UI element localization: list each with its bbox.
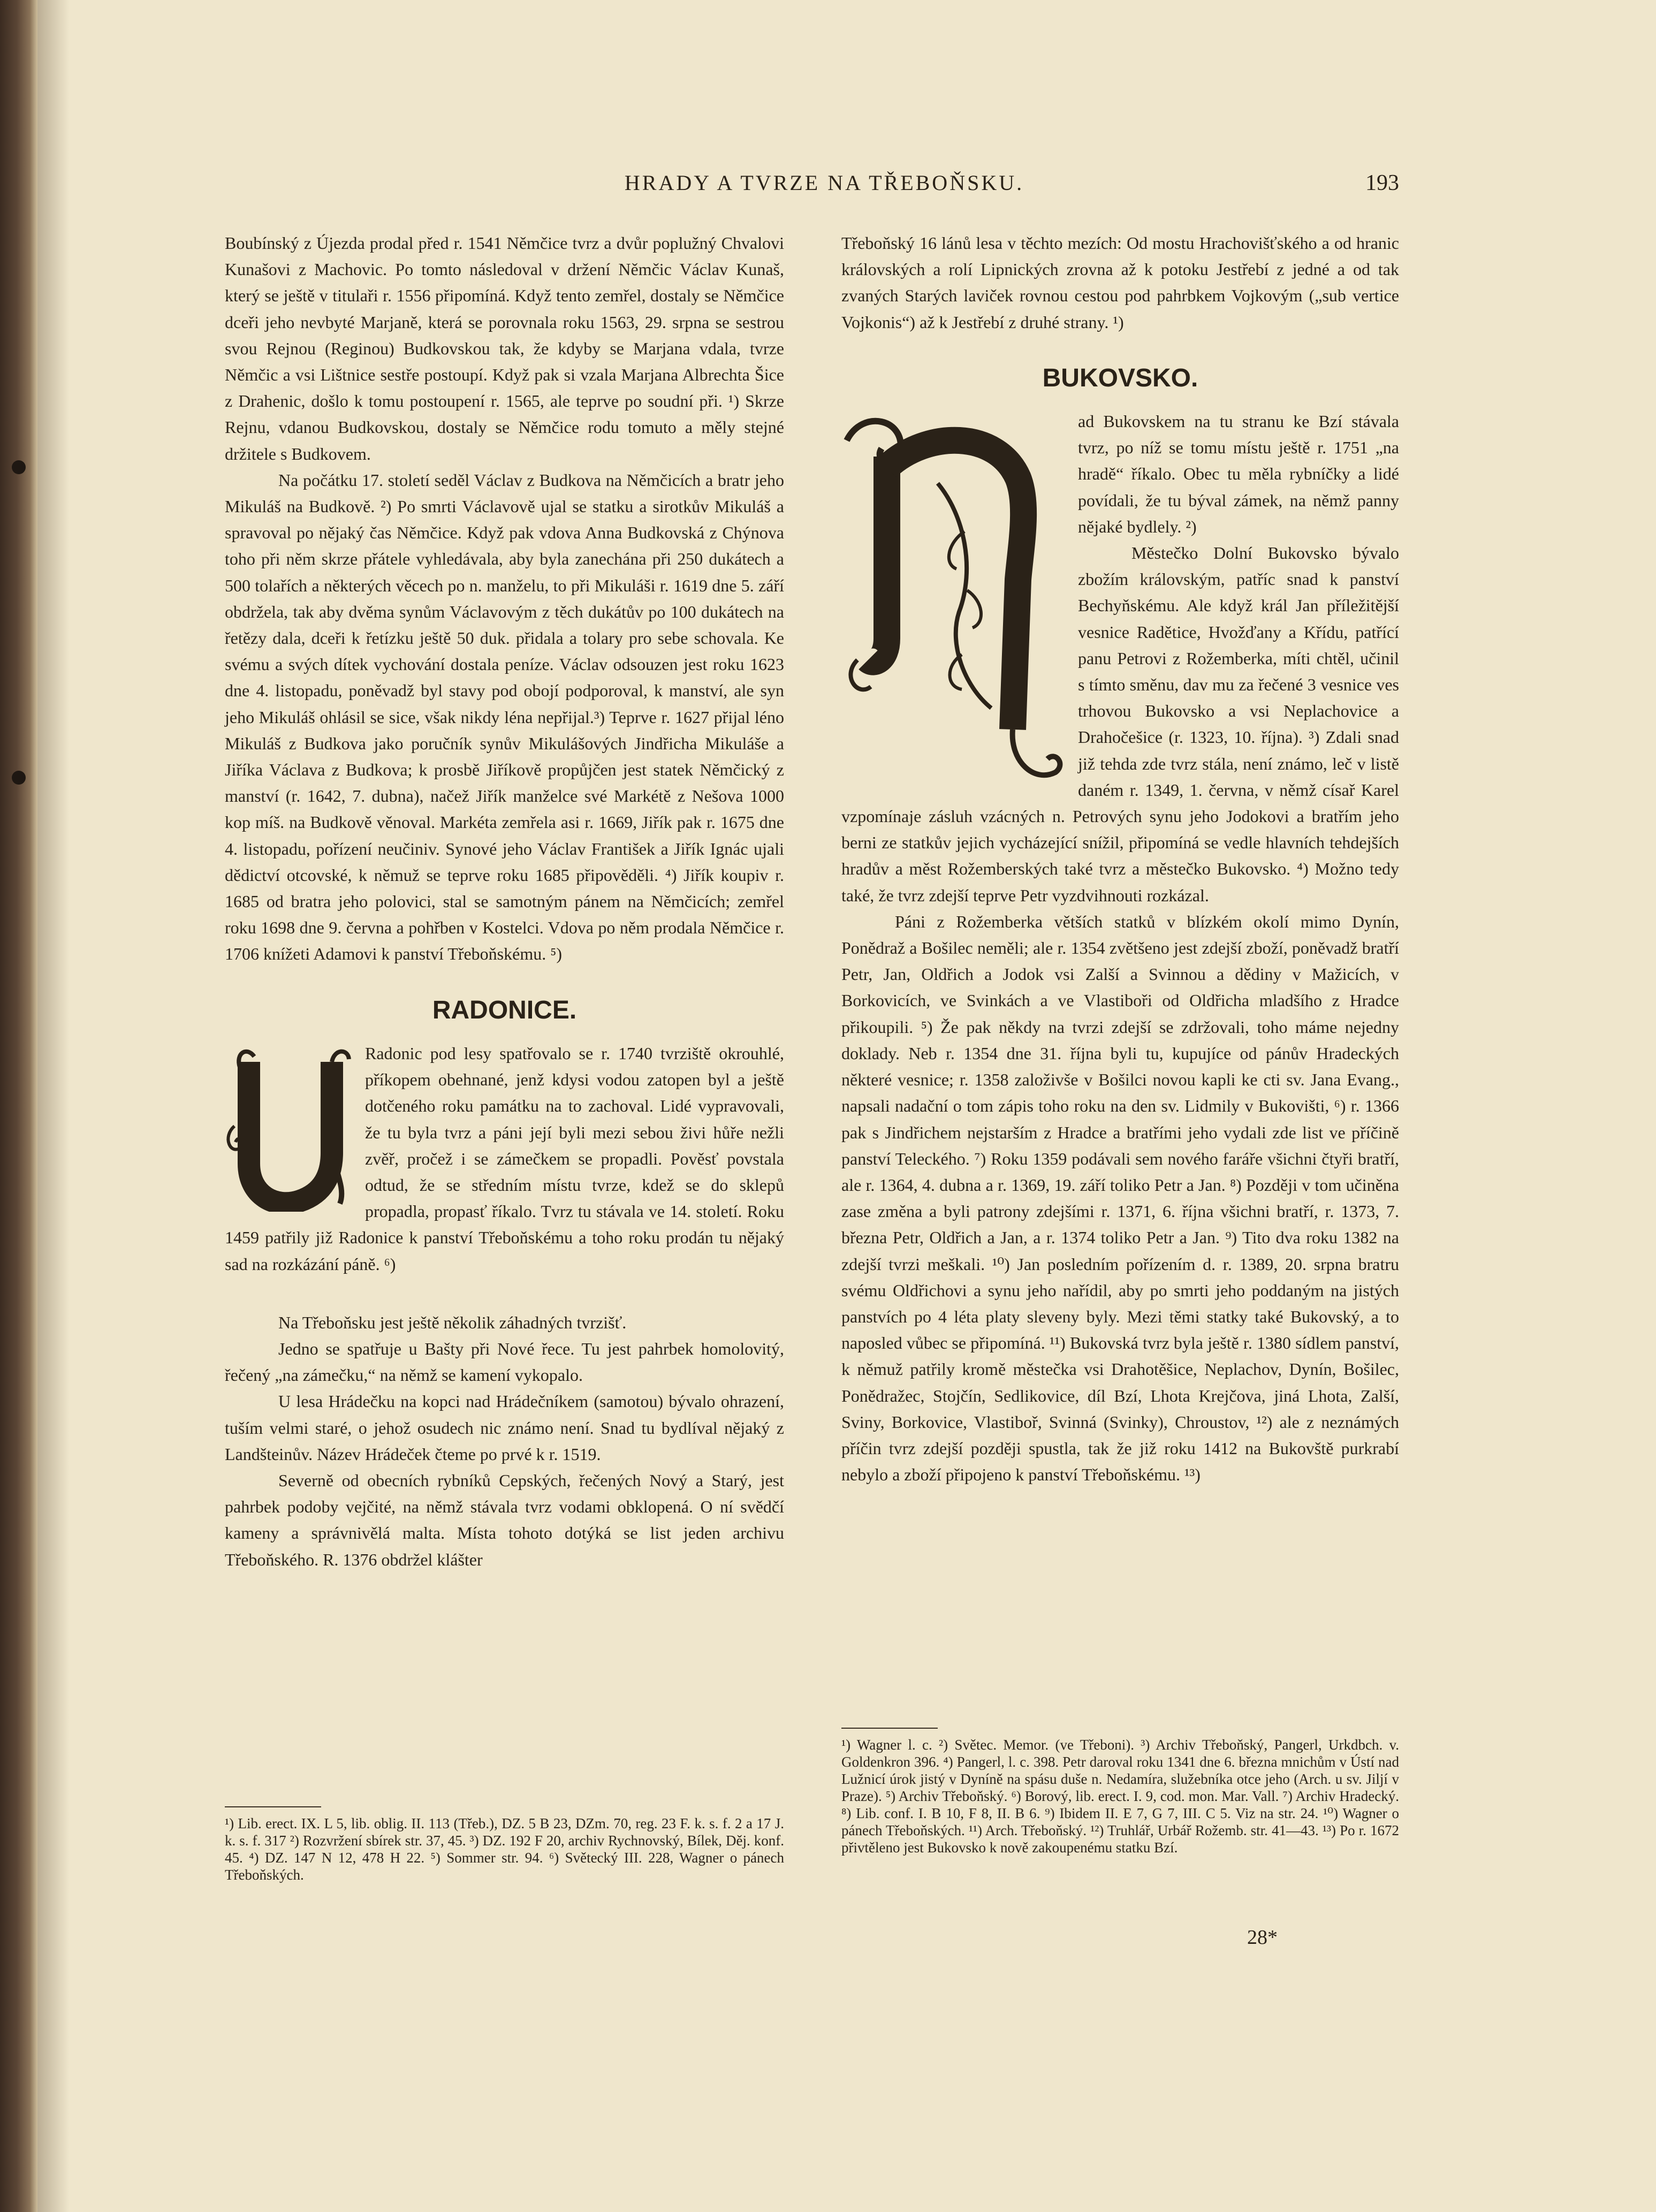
left-column bbox=[225, 230, 784, 1573]
book-gutter bbox=[0, 0, 37, 2212]
gutter-shadow bbox=[37, 0, 70, 2212]
paragraph: Městečko Dolní Bukovsko bývalo zbožím královským, patříc snad k panství Bechyňskému. Ale když král Jan příležitější vesnice Radětice, Hvožďany a Křídu, patřící panu Petrovi z Rožemberka, míti chtěl, učinil s tímto směnu, dav mu za řečené 3 vesnice ves trhovou Bukovsko a vsi Neplachovice a Drahočešice (r. 1323, 10. října). ³) Zdali snad již tehda zde tvrz stála, není známo, leč v listě daném r. 1349, 1. června, v němž císař Karel vzpomínaje zásluh vzácných n. Petrových synu jeho Jodokovi a bratřím jeho berni ze statkův jejich vycházející snížil, připomíná se vedle hlavních tehdejších hradův a měst Rožemberských také tvrz a městečko Bukovsko. ⁴) Možno tedy také, že tvrz zdejší teprve Petr vyzdvihnouti rozkázal. bbox=[841, 543, 1399, 905]
paragraph: Na počátku 17. století seděl Václav z Budkova na Němčicích a bratr jeho Mikuláš na Budkově. ²) Po smrti Václavově ujal se statku a sirotkův Mikuláš a spravoval po nějaký čas Němčice. Když pak vdova Anna Budkovská z Chýnova toho při něm skrze přátele vyhledávala, aby byla zanechána při 250 dukátech a 500 tolařích a některých věcech po n. manželu, to při Mikuláši r. 1619 dne 5. září obdržela, tak aby dvěma synům Václavovým z těch dukátův po 100 dukátech na řetězy dala, dceři k řetízku ještě 50 duk. přidala a tolary pro sebe schovala. Ke svému a svých dítek vychování dostala peníze. Václav odsouzen jest roku 1623 dne 4. listopadu, poněvadž byl stavy pod obojí podporoval, k manství, ale syn jeho Mikuláš ohlásil se sice, však nikdy léna nepřijal.³) Teprve r. 1627 přijal léno Mikuláš z Budkova jako poručník synův Mikulášových Jindřicha Mikuláše a Jiříka Václava z Budkova; k prosbě Jiříkově propůjčen jest statek Němčický z manství (r. 1642, 7. dubna), načež Jiřík manželce své Markétě z Nešova 1000 kop míš. na Budkově věnoval. Markéta zemřela asi r. 1669, Jiřík pak r. 1675 dne 4. listopadu, pořízení neučiniv. Synové jeho Václav František a Jiřík Ignác ujali dědictví otcovské, k němuž se teprve roku 1685 připověděli. ⁴) Jiřík koupiv r. 1685 od bratra jeho polovici, stal se samotným pánem na Němčicích; zemřel roku 1698 dne 9. června a pohřben v Kostelci. Vdova po něm prodala Němčice r. 1706 knížeti Adamovi k panství Třeboňskému. ⁵) bbox=[225, 470, 784, 964]
page-number: 193 bbox=[1365, 171, 1399, 195]
footnotes-right bbox=[841, 1712, 1399, 1856]
paragraph: Boubínský z Újezda prodal před r. 1541 Němčice tvrz a dvůr poplužný Chvalovi Kunašovi z Machovic. Po tomto následoval v držení Němčic Václav Kunaš, který se ještě v titulaři r. 1556 připomíná. Když tento zemřel, dostaly se Němčice dceři jeho nevbyté Marjaně, která se porovnala roku 1563, 29. srpna se sestrou svou Rejnou (Reginou) Budkovskou tak, že kdyby se Marjana vdala, tvrze Němčic a vsi Lištnice sestře postoupí. Když pak si vzala Marjana Albrechta Šice z Drahenic, došlo k tomu postoupení r. 1565, ale teprve po soudní při. ¹) Skrze Rejnu, vdanou Budkovskou, dostaly se Němčice rodu tomuto a měly stejné držitele s Budkovem. bbox=[225, 233, 784, 463]
paragraph: Severně od obecních rybníků Cepských, řečených Nový a Starý, jest pahrbek podoby vejčité, na němž stávala tvrz vodami obklopená. O ní svědčí kameny a správnivělá malta. Místa tohoto dotýká se list jeden archivu Třeboňského. R. 1376 obdržel klášter bbox=[225, 1470, 784, 1569]
running-title: HRADY A TVRZE NA TŘEBOŇSKU. bbox=[624, 171, 1024, 195]
footnotes-left bbox=[225, 1790, 784, 1883]
printer-signature: 28* bbox=[1247, 1926, 1278, 1949]
section-title-radonice: RADONICE. bbox=[432, 995, 577, 1024]
section-title-bukovsko: BUKOVSKO. bbox=[1042, 363, 1198, 392]
binding-mark bbox=[12, 771, 26, 785]
paragraph: Třeboňský 16 lánů lesa v těchto mezích: Od mostu Hrachovišťského a od hranic královských a rolí Lipnických zrovna až k potoku Jestřebí z jedné a od tak zvaných Starých laviček rovnou cestou pod pahrbkem Vojkovým („sub vertice Vojkonis“) až k Jestřebí z druhé strany. ¹) bbox=[841, 233, 1399, 332]
right-column bbox=[841, 230, 1399, 1488]
bukovsko-body bbox=[841, 408, 1399, 1488]
footnote-rule bbox=[225, 1806, 321, 1807]
ornamental-initial-n bbox=[841, 408, 1066, 794]
paragraph: Na Třeboňsku jest ještě několik záhadných tvrzišť. bbox=[278, 1312, 627, 1332]
footnote-text: ¹) Wagner l. c. ²) Světec. Memor. (ve Třeboni). ³) Archiv Třeboňský, Pangerl, Urkdbch. v. Goldenkron 396. ⁴) Pangerl, l. c. 398. Petr daroval roku 1341 dne 6. března mnichům v Ústí nad Lužnicí úrok jistý v Dyníně na spásu duše n. Nedamíra, služebníka otce jeho (Arch. u sv. Jiljí v Praze). ⁵) Archiv Třeboňský. ⁶) Borový, lib. erect. I. 9, cod. mon. Mar. Vall. ⁷) Archiv Hradecký. ⁸) Lib. conf. I. B 10, F 8, II. B 6. ⁹) Ibidem II. E 7, G 7, III. C 5. Viz na str. 24. ¹⁰) Wagner o pánech Třeboňských. ¹¹) Arch. Třeboňský. ¹²) Truhlář, Urbář Rožemb. str. 41—43. ¹³) Po r. 1672 přivtěleno jest Bukovsko k nově zakoupenému statku Bzí. bbox=[841, 1737, 1399, 1856]
footnote-text: ¹) Lib. erect. IX. L 5, lib. oblig. II. 113 (Třeb.), DZ. 5 B 23, DZm. 70, reg. 23 F. k. s. f. 2 a 17 J. k. s. f. 317 ²) Rozvržení sbírek str. 37, 45. ³) DZ. 192 F 20, archiv Rychnovský, Bílek, Děj. konf. 45. ⁴) DZ. 147 N 12, 478 H 22. ⁵) Sommer str. 94. ⁶) Světecký III. 228, Wagner o pánech Třeboňských. bbox=[225, 1815, 784, 1883]
paragraph: U lesa Hrádečku na kopci nad Hrádečníkem (samotou) bývalo ohrazení, tuším velmi staré, o jehož osudech nic známo není. Snad tu bydlíval nějaký z Landšteinův. Název Hrádeček čteme po prvé k r. 1519. bbox=[225, 1392, 784, 1464]
ornamental-initial-u bbox=[225, 1040, 353, 1212]
paragraph: Radonic pod lesy spatřovalo se r. 1740 tvrziště okrouhlé, příkopem obehnané, jenž kdysi vodou zatopen byl a ještě dotčeného roku památku na to zachoval. Lidé vypravovali, že tu byla tvrz a páni její byli mezi sebou živi hůře nežli zvěř, pročež i se zámečkem se propadli. Pověsť povstala odtud, že se středním místu tvrze, kdež se do sklepů propadla, propasť říkalo. Tvrz tu stávala ve 14. století. Roku 1459 patřily již Radonice k panství Třeboňskému a toho roku prodán tu nějaký sad na rozkázání páně. ⁶) bbox=[225, 1043, 784, 1274]
paragraph: Jedno se spatřuje u Bašty při Nové řece. Tu jest pahrbek homolovitý, řečený „na zámečku,“ na němž se kamení vykopalo. bbox=[225, 1339, 784, 1385]
binding-mark bbox=[12, 460, 26, 474]
footnote-rule bbox=[841, 1728, 938, 1729]
radonice-body bbox=[225, 1040, 784, 1278]
paragraph: ad Bukovskem na tu stranu ke Bzí stávala tvrz, po níž se tomu místu ještě r. 1751 „na hradě“ říkalo. Obec tu měla rybníčky a lidé povídali, že tu býval zámek, na němž panny nějaké bydlely. ²) bbox=[1078, 412, 1399, 536]
paragraph: Páni z Rožemberka větších statků v blízkém okolí mimo Dynín, Ponědraž a Bošilec neměli; ale r. 1354 zvětšeno jest zdejší zboží, poněvadž bratří Petr, Jan, Oldřich a Jodok vsi Zalší a Svinnou a dědiny v Mažicích, v Borkovicích, ve Svinkách a ve Vlastiboři od Oldřicha mladšího z Hradce přikoupili. ⁵) Že pak někdy na tvrzi zdejší se zdržovali, toho máme nejedny doklady. Neb r. 1354 dne 31. října byli tu, kupujíce od pánův Hradeckých některé vesnice; r. 1358 založivše v Bošilci novou kapli ke cti sv. Jana Evang., napsali nadační o tom zápis toho roku na den sv. Lidmily v Bukovišti, ⁶) r. 1366 pak s Jindřichem nejstarším z Hradce a bratřími jeho vydali zde list ve příčině panství Teleckého. ⁷) Roku 1359 podávali sem nového faráře všichni čtyři bratří, ale r. 1364, 4. dubna a r. 1369, 19. září toliko Petr a Jan. ⁸) Později v tom učiněna zase změna a byli patrony zdejšími r. 1371, 6. října všichni bratří, r. 1373, 7. března Petr, Oldřich a Jan, a r. 1374 toliko Petr a Jan. ⁹) Tito dva roku 1382 na zdejší tvrzi meškali. ¹⁰) Jan posledním pořízením d. r. 1389, 20. srpna bratru svému Oldřichovi a synu jeho nařídil, aby po smrti jeho poddaným na jistých panstvích po 4 léta platy sleveny byly. Mezi těmi statky také Bukovský, a to naposled vůbec se připomíná. ¹¹) Bukovská tvrz byla ještě r. 1380 sídlem panství, k němuž patřily kromě městečka vsi Drahotěšice, Neplachov, Dynín, Bošilec, Ponědražec, Stojčín, Sedlikovice, díl Bzí, Lhota Krejčova, jiná Lhota, Zalší, Sviny, Borkovice, Vlastiboř, Svinná (Svinky), Chroustov, ¹²) ale z neznámých příčin tvrz zdejší později spustla, tak že již roku 1412 na Bukovště purkrabí nebylo a zboží připojeno k panství Třeboňskému. ¹³) bbox=[841, 911, 1399, 1485]
